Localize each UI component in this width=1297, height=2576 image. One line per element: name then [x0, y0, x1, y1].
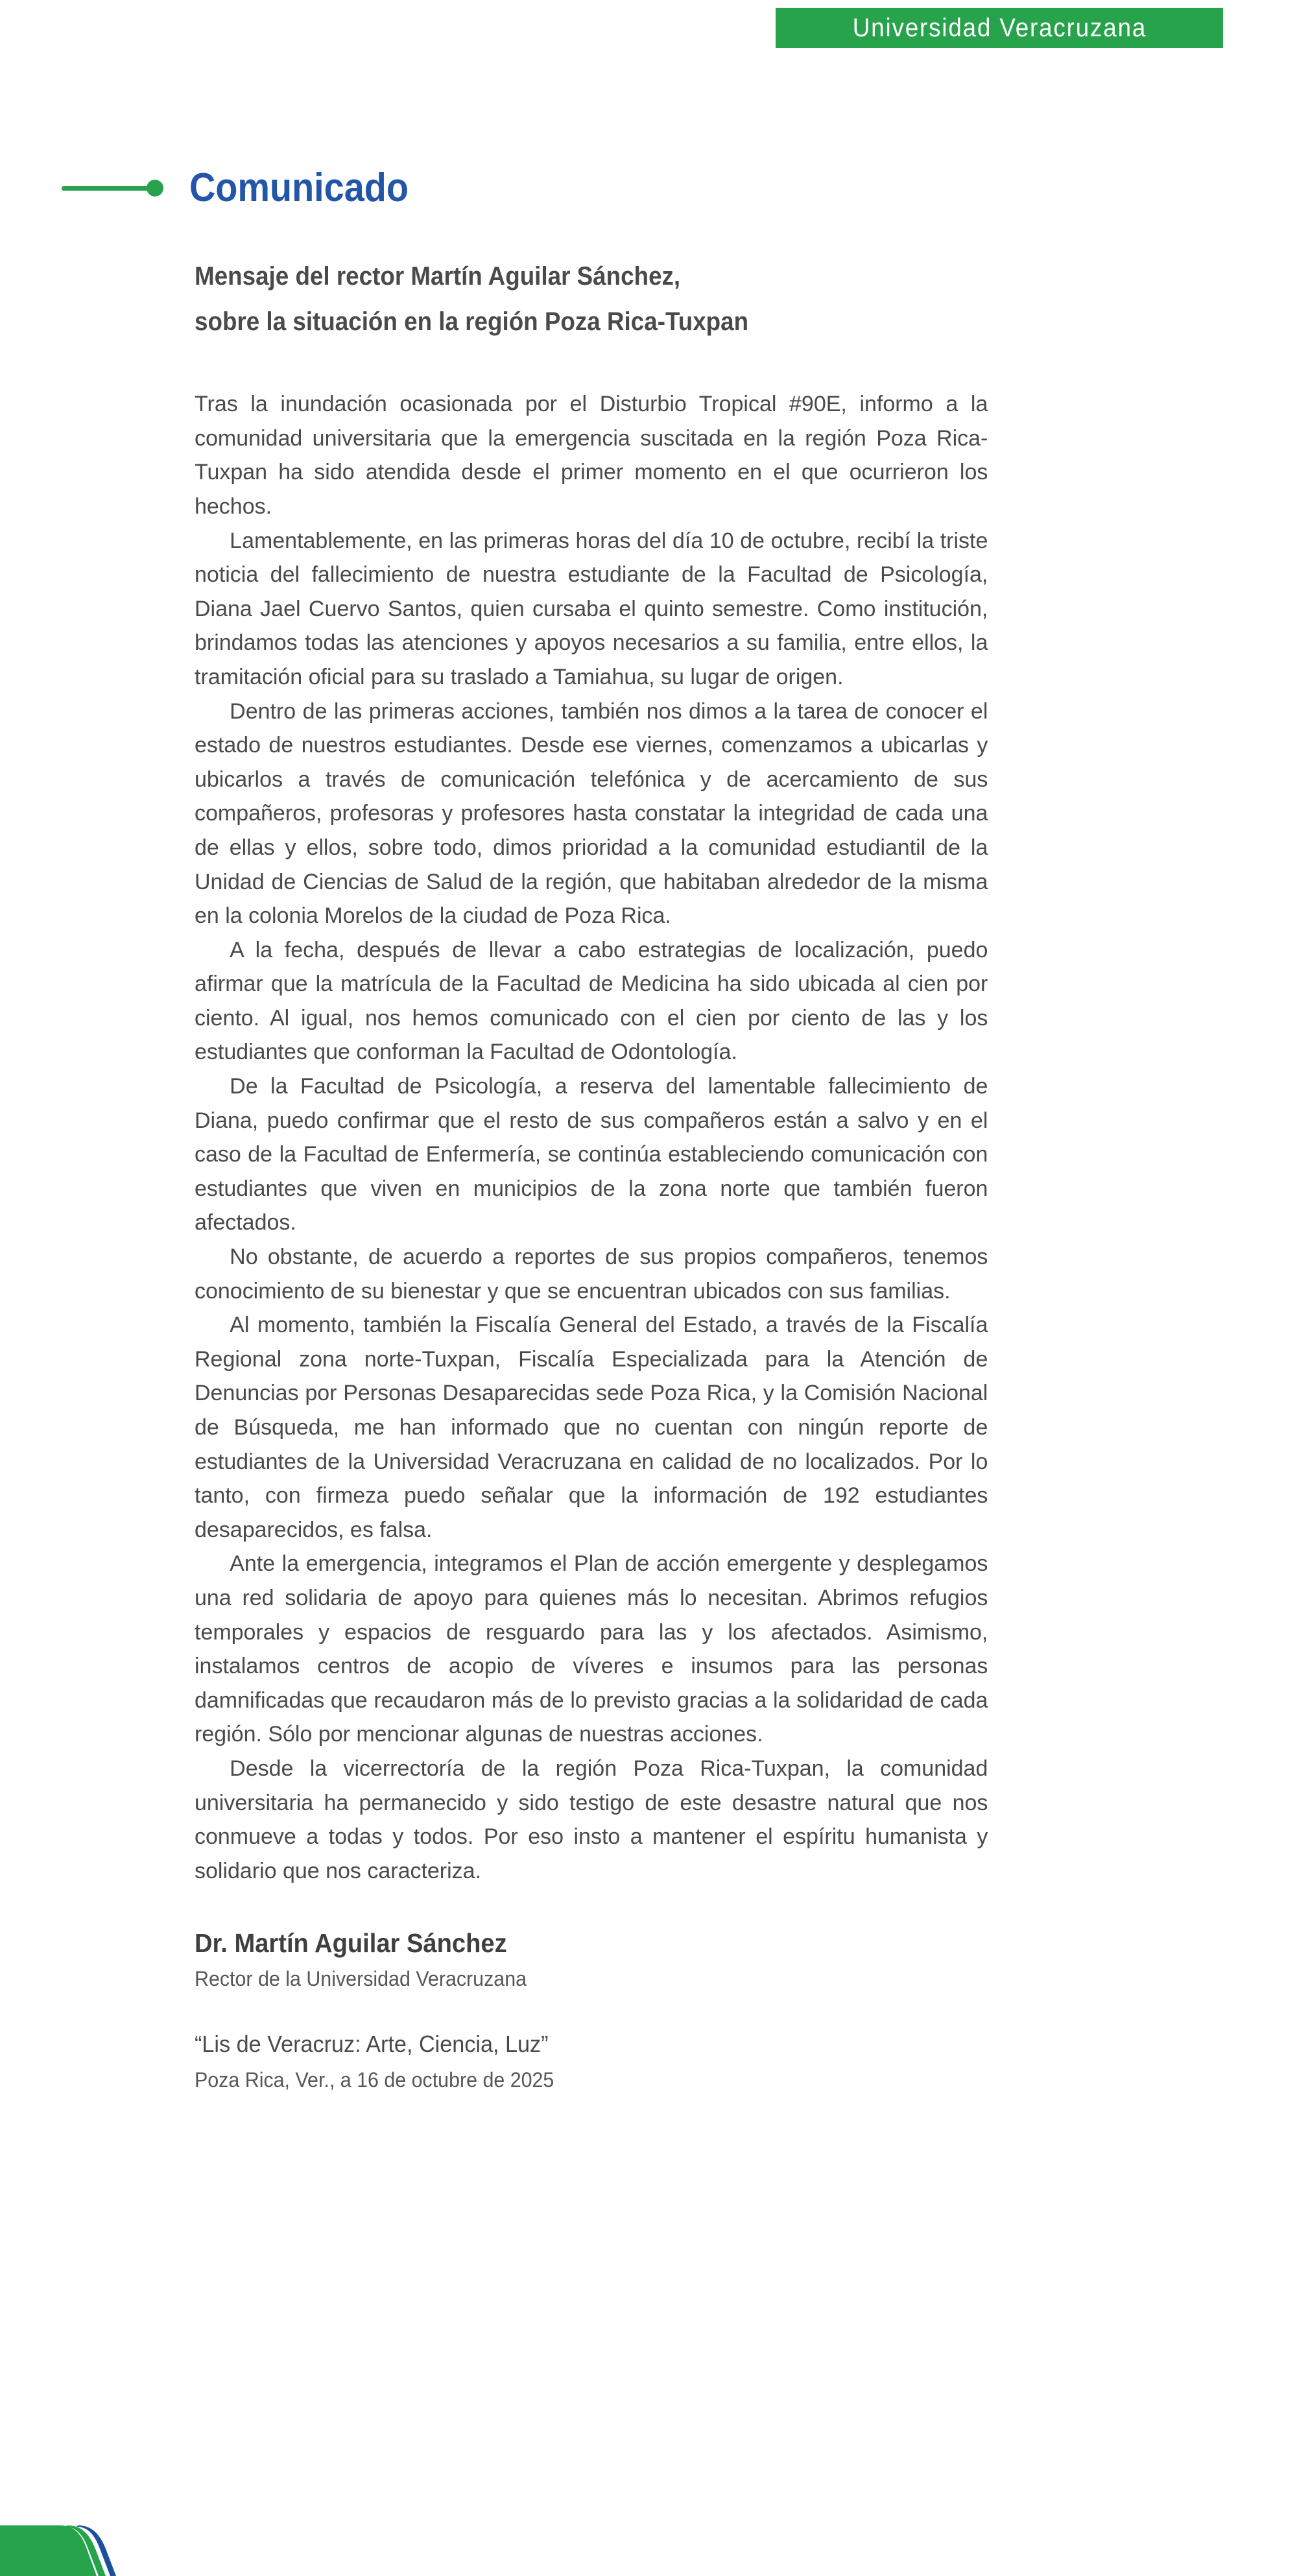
footer-block: [195, 2029, 1000, 2092]
signatory-name: Dr. Martín Aguilar Sánchez: [195, 1928, 507, 1959]
body-text-block: [195, 387, 1000, 1888]
title-rule-decoration: [62, 186, 149, 191]
swoosh-blue-stripe: [77, 2525, 116, 2576]
subtitle-line-2: sobre la situación en la región Poza Rica-Tuxpan: [195, 307, 749, 336]
subtitle-line-1: Mensaje del rector Martín Aguilar Sánchez,: [195, 262, 681, 291]
swoosh-green-stripe: [65, 2525, 106, 2576]
place-and-date: Poza Rica, Ver., a 16 de octubre de 2025: [195, 2068, 554, 2092]
corner-swoosh-decoration: [0, 2492, 169, 2576]
body-paragraph: A la fecha, después de llevar a cabo estrategias de localización, puedo afirmar que la matrícula de la Facultad de Medicina ha sido ubicada al cien por ciento. Al igual, nos hemos comunicado con el cien por ciento de las y los estudiantes que conforman la Facultad de Odontología.: [195, 937, 988, 1065]
body-paragraph: Dentro de las primeras acciones, también nos dimos a la tarea de conocer el estado de nuestros estudiantes. Desde ese viernes, comenzamos a ubicarlas y ubicarlos a través de comunicación telefónica y de acercamiento de sus compañeros, profesoras y profesores hasta constatar la integridad de cada una de ellas y ellos, sobre todo, dimos prioridad a la comunidad estudiantil de la Unidad de Ciencias de Salud de la región, que habitaban alrededor de la misma en la colonia Morelos de la ciudad de Poza Rica.: [195, 698, 988, 929]
masthead-title: Universidad Veracruzana: [852, 13, 1147, 42]
masthead-banner: [776, 8, 1223, 48]
body-paragraph: Desde la vicerrectoría de la región Poza Rica-Tuxpan, la comunidad universitaria ha permanecido y sido testigo de este desastre natural que nos conmueve a todas y todos. Por eso insto a mantener el espíritu humanista y solidario que nos caracteriza.: [195, 1756, 988, 1883]
body-paragraph: Al momento, también la Fiscalía General del Estado, a través de la Fiscalía Regional zona norte-Tuxpan, Fiscalía Especializada para la Atención de Denuncias por Personas Desaparecidas sede Poza Rica, y la Comisión Nacional de Búsqueda, me han informado que no cuentan con ningún reporte de estudiantes de la Universidad Veracruzana en calidad de no localizados. Por lo tanto, con firmeza puedo señalar que la información de 192 estudiantes desaparecidos, es falsa.: [195, 1313, 988, 1542]
title-dot-decoration: [147, 180, 163, 197]
body-paragraph: De la Facultad de Psicología, a reserva del lamentable fallecimiento de Diana, puedo confirmar que el resto de sus compañeros están a salvo y en el caso de la Facultad de Enfermería, se continúa estableciendo comunicación con estudiantes que viven en municipios de la zona norte que también fueron afectados.: [195, 1074, 988, 1235]
body-paragraph: No obstante, de acuerdo a reportes de sus propios compañeros, tenemos conocimiento de su bienestar y que se encuentran ubicados con sus familias.: [195, 1245, 988, 1304]
signature-block: [195, 1928, 1000, 1992]
institutional-motto: “Lis de Veracruz: Arte, Ciencia, Luz”: [195, 2030, 549, 2057]
body-paragraph: Ante la emergencia, integramos el Plan de acción emergente y desplegamos una red solidaria de apoyo para quienes más lo necesitan. Abrimos refugios temporales y espacios de resguardo para las y los afectados. Asimismo, instalamos centros de acopio de víveres e insumos para las personas damnificadas que recaudaron más de lo previsto gracias a la solidaridad de cada región. Sólo por mencionar algunas de nuestras acciones.: [195, 1551, 988, 1747]
page-title: Comunicado: [189, 165, 409, 210]
document-body: [195, 259, 1167, 2092]
signatory-role: Rector de la Universidad Veracruzana: [195, 1967, 527, 1991]
body-paragraph: Lamentablemente, en las primeras horas del día 10 de octubre, recibí la triste noticia del fallecimiento de nuestra estudiante de la Facultad de Psicología, Diana Jael Cuervo Santos, quien cursaba el quinto semestre. Como institución, brindamos todas las atenciones y apoyos necesarios a su familia, entre ellos, la tramitación oficial para su traslado a Tamiahua, su lugar de origen.: [195, 528, 988, 689]
swoosh-green-solid: [0, 2525, 97, 2576]
body-paragraph: Tras la inundación ocasionada por el Disturbio Tropical #90E, informo a la comunidad universitaria que la emergencia suscitada en la región Poza Rica-Tuxpan ha sido atendida desde el primer momento en el que ocurrieron los hechos.: [195, 392, 988, 519]
subtitle-block: [195, 259, 1167, 339]
page-title-group: [62, 162, 433, 214]
